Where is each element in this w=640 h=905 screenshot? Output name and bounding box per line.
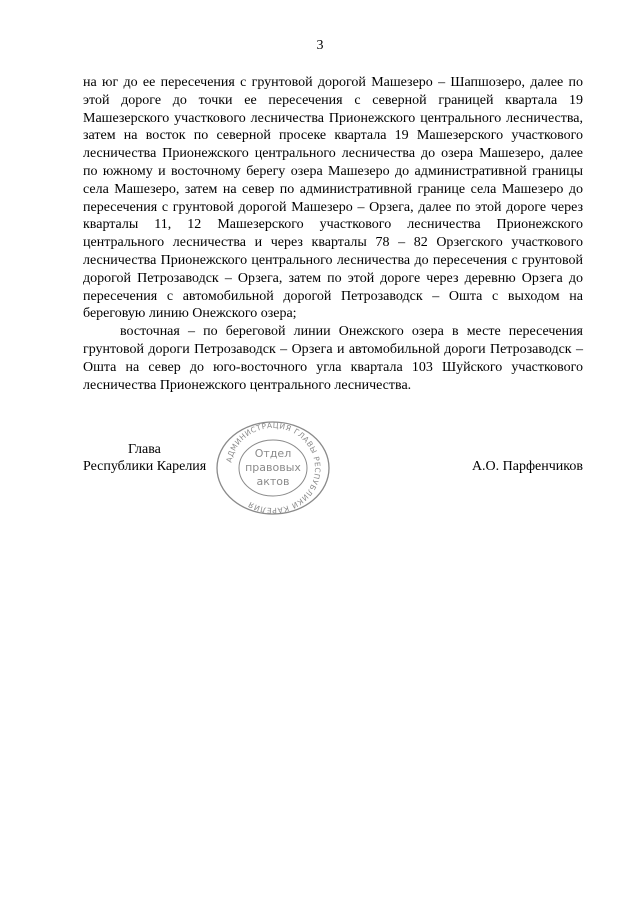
signature-title: Глава — [128, 442, 161, 457]
stamp-center-line-2: правовых — [245, 461, 301, 474]
official-stamp — [212, 420, 334, 516]
stamp-seal-graphic — [212, 420, 334, 516]
document-body — [83, 74, 583, 394]
stamp-center-line-1: Отдел — [254, 447, 292, 460]
signatory-name: А.О. Парфенчиков — [471, 459, 583, 474]
paragraph-eastern-boundary: восточная – по береговой линии Онежского озера в месте пересечения грунтовой дороги Петрозаводск – Орзега и автомобильной дороги Петрозаводск – Ошта на север до юго-восточного угла квартала 103 Шуйского участкового лесничества Прионежского центрального лесничества. — [83, 324, 583, 393]
stamp-center-line-3: актов — [256, 475, 290, 488]
page-number: 3 — [316, 38, 324, 53]
signature-organization: Республики Карелия — [83, 459, 207, 474]
stamp-ring-text: АДМИНИСТРАЦИЯ ГЛАВЫ РЕСПУБЛИКИ КАРЕЛИЯ — [224, 420, 323, 516]
paragraph-boundary-continuation: на юг до ее пересечения с грунтовой дорогой Машезеро – Шапшозеро, далее по этой дороге до точки ее пересечения с северной границей квартала 19 Машезерского участкового лесничества Прионежского центрального лесничества, затем на восток по северной просеке квартала 19 Машезерского участкового лесничества Прионежского центрального лесничества до озера Машезеро, далее по южному и восточному берегу озера Машезеро до административной границы села Машезеро, затем на север по административной границе села Машезеро до пересечения с грунтовой дорогой Машезеро – Орзега, далее по этой дороге через кварталы 11, 12 Машезерского участкового лесничества Прионежского центрального лесничества и через кварталы 78 – 82 Орзегского участкового лесничества Прионежского центрального лесничества до пересечения с грунтовой дорогой Петрозаводск – Орзега, затем по этой дороге через деревню Орзега до пересечения с автомобильной дорогой Петрозаводск – Ошта с выходом на береговую линию Онежского озера; — [83, 75, 583, 322]
